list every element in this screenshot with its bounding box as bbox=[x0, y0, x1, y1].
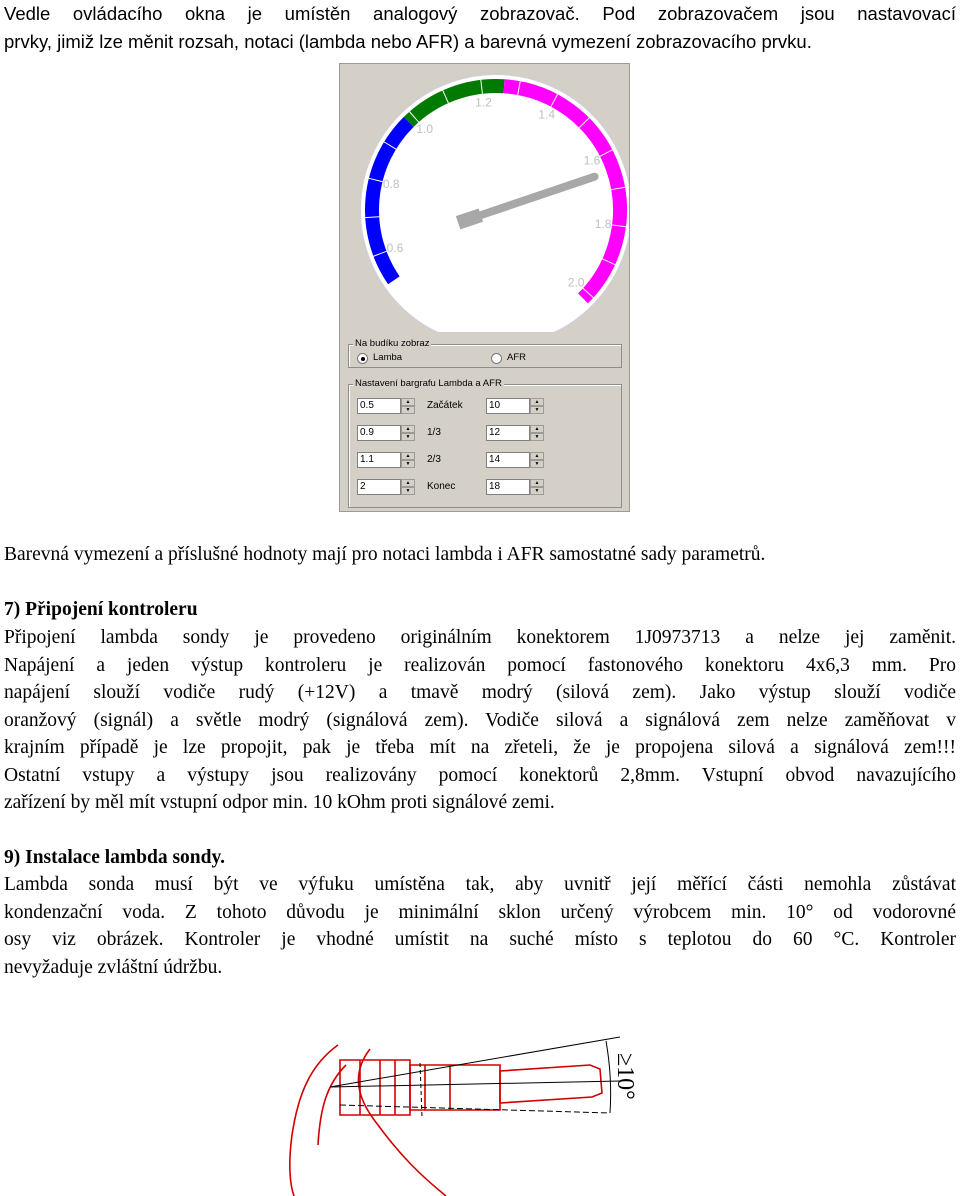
paragraph-installation-line-3: osy viz obrázek. Kontroler je vhodné umístit na suché místo s teplotou do 60 °C. Kontroler bbox=[4, 929, 956, 950]
lambda-spinbox[interactable] bbox=[357, 452, 417, 468]
lambda-spinbox[interactable] bbox=[357, 479, 417, 495]
paragraph-installation bbox=[4, 871, 956, 981]
gauge-tick-label: 2.0 bbox=[567, 275, 585, 290]
afr-spinbox[interactable] bbox=[486, 452, 546, 468]
spin-down-icon[interactable]: ▼ bbox=[401, 433, 415, 441]
radio-afr[interactable] bbox=[491, 353, 502, 364]
radio-afr-label: AFR bbox=[507, 352, 526, 363]
spin-up-icon[interactable]: ▲ bbox=[401, 479, 415, 487]
heading-section-9 bbox=[4, 844, 956, 872]
paragraph-connection-line-7: zařízení by měl mít vstupní odpor min. 10 kOhm proti signálové zemi. bbox=[4, 792, 555, 813]
paragraph-installation-line-4: nevyžaduje zvláštní údržbu. bbox=[4, 956, 223, 978]
gauge-needle-base bbox=[458, 215, 481, 223]
heading-section-7 bbox=[4, 596, 956, 624]
paragraph-colors-text: Barevná vymezení a příslušné hodnoty mají pro notaci lambda i AFR samostatné sady parametrů. bbox=[4, 544, 766, 565]
intro-line-1: Vedle ovládacího okna je umístěn analogový zobrazovač. Pod zobrazovačem jsou nastavovací bbox=[4, 3, 956, 24]
afr-spinbox[interactable] bbox=[486, 398, 546, 414]
spin-down-icon[interactable]: ▼ bbox=[530, 487, 544, 495]
gauge-tick-label: 1.4 bbox=[538, 107, 556, 122]
radio-lambda[interactable] bbox=[357, 353, 368, 364]
paragraph-colors bbox=[4, 541, 956, 569]
angle-label: ≥10° bbox=[612, 1053, 638, 1100]
spin-down-icon[interactable]: ▼ bbox=[401, 460, 415, 468]
lambda-spinbox-value[interactable]: 2 bbox=[357, 479, 401, 495]
paragraph-connection-line-1: Připojení lambda sondy je provedeno originálním konektorem 1J0973713 a nelze jej zaměnit. bbox=[4, 627, 956, 648]
paragraph-connection-line-2: Napájení a jeden výstup kontroleru je realizován pomocí fastonového konektoru 4x6,3 mm. Pro bbox=[4, 654, 956, 676]
spin-up-icon[interactable]: ▲ bbox=[401, 398, 415, 406]
display-mode-title: Na budíku zobraz bbox=[355, 338, 430, 349]
range-row-label: 1/3 bbox=[427, 427, 441, 438]
range-settings-group bbox=[348, 378, 622, 508]
spin-down-icon[interactable]: ▼ bbox=[401, 406, 415, 414]
paragraph-connection-line-5: krajním případě je lze propojit, pak je třeba mít na zřeteli, že je propojena silová a signálová zem!!! bbox=[4, 737, 956, 758]
spin-down-icon[interactable]: ▼ bbox=[530, 433, 544, 441]
display-mode-group bbox=[348, 338, 622, 368]
heading-section-7-text: 7) Připojení kontroleru bbox=[4, 599, 198, 620]
range-row-label: 2/3 bbox=[427, 454, 441, 465]
spin-up-icon[interactable]: ▲ bbox=[530, 398, 544, 406]
spin-down-icon[interactable]: ▼ bbox=[401, 487, 415, 495]
afr-spinbox-value[interactable]: 10 bbox=[486, 398, 530, 414]
gauge-tick-label: 1.6 bbox=[583, 153, 601, 168]
spin-up-icon[interactable]: ▲ bbox=[401, 452, 415, 460]
analog-gauge bbox=[340, 64, 629, 332]
intro-line-2: prvky, jimiž lze měnit rozsah, notaci (lambda nebo AFR) a barevná vymezení zobrazovacího prvku. bbox=[4, 30, 812, 52]
range-row-label: Konec bbox=[427, 481, 456, 492]
radio-lambda-label: Lamba bbox=[373, 352, 403, 363]
afr-spinbox[interactable] bbox=[486, 479, 546, 495]
afr-spinbox-value[interactable]: 18 bbox=[486, 479, 530, 495]
spin-up-icon[interactable]: ▲ bbox=[530, 452, 544, 460]
paragraph-connection-line-3: napájení slouží vodiče rudý (+12V) a tmavě modrý (silová zem). Jako výstup slouží vodiče bbox=[4, 682, 956, 703]
gauge-tick-label: 0.6 bbox=[386, 241, 404, 256]
paragraph-installation-line-1: Lambda sonda musí být ve výfuku umístěna tak, aby uvnitř její měřící části nemohla zůstávat bbox=[4, 874, 956, 895]
spin-up-icon[interactable]: ▲ bbox=[530, 425, 544, 433]
intro-paragraph bbox=[4, 0, 956, 55]
gauge-tick-label: 0.8 bbox=[382, 176, 400, 191]
range-row-label: Začátek bbox=[427, 400, 463, 411]
gauge-tick-label: 1.0 bbox=[416, 121, 434, 136]
spin-down-icon[interactable]: ▼ bbox=[530, 460, 544, 468]
afr-spinbox-value[interactable]: 14 bbox=[486, 452, 530, 468]
sensor-mounting-drawing bbox=[250, 1005, 710, 1196]
paragraph-connection bbox=[4, 624, 956, 817]
lambda-spinbox[interactable] bbox=[357, 425, 417, 441]
lambda-spinbox-value[interactable]: 0.5 bbox=[357, 398, 401, 414]
gauge-tick-label: 1.2 bbox=[475, 95, 492, 110]
gauge-settings-panel bbox=[339, 63, 630, 512]
lambda-spinbox-value[interactable]: 0.9 bbox=[357, 425, 401, 441]
range-settings-title: Nastavení bargrafu Lambda a AFR bbox=[355, 378, 502, 389]
spin-up-icon[interactable]: ▲ bbox=[530, 479, 544, 487]
paragraph-installation-line-2: kondenzační voda. Z tohoto důvodu je minimální sklon určený výrobcem min. 10° od vodorovné bbox=[4, 901, 956, 923]
gauge-tick-label: 1.8 bbox=[594, 216, 612, 231]
paragraph-connection-line-4: oranžový (signál) a světle modrý (signálová zem). Vodiče silová a signálová zem nelze zaměňovat v bbox=[4, 709, 956, 731]
afr-spinbox-value[interactable]: 12 bbox=[486, 425, 530, 441]
lambda-spinbox-value[interactable]: 1.1 bbox=[357, 452, 401, 468]
spin-up-icon[interactable]: ▲ bbox=[401, 425, 415, 433]
afr-spinbox[interactable] bbox=[486, 425, 546, 441]
lambda-spinbox[interactable] bbox=[357, 398, 417, 414]
heading-section-9-text: 9) Instalace lambda sondy. bbox=[4, 847, 226, 868]
paragraph-connection-line-6: Ostatní vstupy a výstupy jsou realizovány pomocí konektorů 2,8mm. Vstupní obvod navazujícího bbox=[4, 764, 956, 786]
spin-down-icon[interactable]: ▼ bbox=[530, 406, 544, 414]
